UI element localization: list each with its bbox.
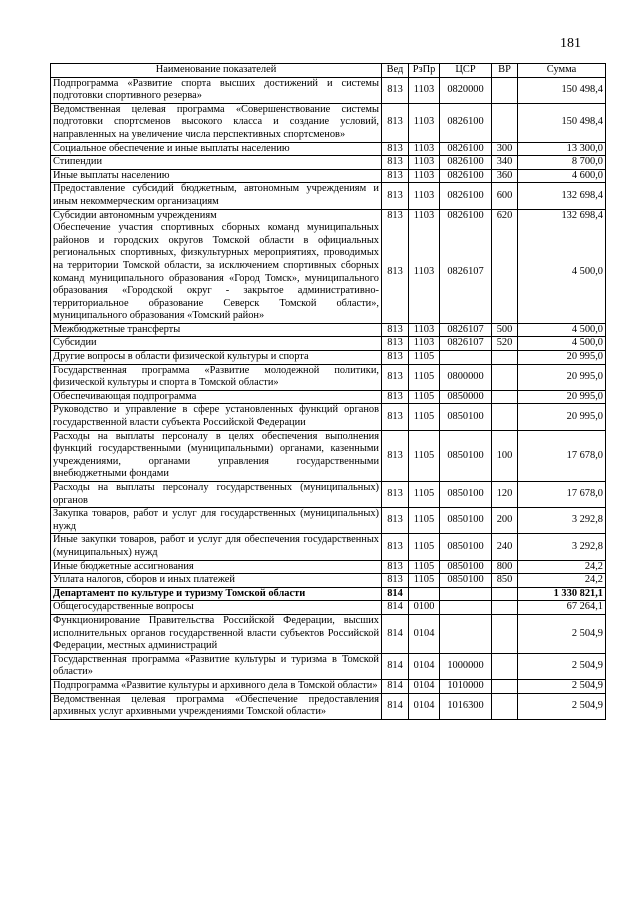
cell-rzpr: 1105 xyxy=(409,482,440,508)
table-row xyxy=(51,390,606,404)
table-row xyxy=(51,587,606,601)
cell-vr: 200 xyxy=(492,508,518,534)
cell-vr: 500 xyxy=(492,323,518,337)
cell-name: Межбюджетные трансферты xyxy=(51,323,382,337)
cell-rzpr: 1103 xyxy=(409,337,440,351)
cell-name: Субсидии xyxy=(51,337,382,351)
cell-name: Обеспечивающая подпрограмма xyxy=(51,390,382,404)
table-row xyxy=(51,482,606,508)
header-vr: ВР xyxy=(492,64,518,78)
cell-sum: 20 995,0 xyxy=(518,351,606,365)
cell-ved: 813 xyxy=(382,103,409,142)
cell-rzpr: 1103 xyxy=(409,183,440,209)
cell-rzpr: 1103 xyxy=(409,323,440,337)
cell-name: Расходы на выплаты персоналу в целях обеспечения выполнения функций государственными (муниципальными) органами, казенными учреждениями, органами управления государственными внебюджетными фондами xyxy=(51,430,382,481)
cell-ved: 813 xyxy=(382,534,409,560)
cell-csr: 0826100 xyxy=(440,156,492,170)
cell-ved: 813 xyxy=(382,209,409,222)
table-row xyxy=(51,614,606,653)
cell-name: Ведомственная целевая программа «Совершенствование системы подготовки спортсменов высокого класса и создание условий, направленных на увеличение числа перспективных спортсменов» xyxy=(51,103,382,142)
table-row xyxy=(51,222,606,323)
cell-ved: 813 xyxy=(382,351,409,365)
table-row xyxy=(51,103,606,142)
cell-csr: 0850100 xyxy=(440,574,492,588)
cell-sum: 2 504,9 xyxy=(518,653,606,679)
cell-name: Иные бюджетные ассигнования xyxy=(51,560,382,574)
table-row xyxy=(51,364,606,390)
cell-ved: 814 xyxy=(382,587,409,601)
table-row xyxy=(51,156,606,170)
header-ved: Вед xyxy=(382,64,409,78)
cell-rzpr: 0100 xyxy=(409,601,440,615)
cell-ved: 813 xyxy=(382,222,409,323)
cell-vr: 800 xyxy=(492,560,518,574)
cell-ved: 813 xyxy=(382,482,409,508)
table-row xyxy=(51,337,606,351)
cell-ved: 814 xyxy=(382,653,409,679)
cell-ved: 813 xyxy=(382,560,409,574)
cell-sum: 132 698,4 xyxy=(518,209,606,222)
cell-vr xyxy=(492,693,518,719)
table-row xyxy=(51,574,606,588)
cell-name: Стипендии xyxy=(51,156,382,170)
cell-vr xyxy=(492,77,518,103)
cell-csr: 1016300 xyxy=(440,693,492,719)
cell-sum: 8 700,0 xyxy=(518,156,606,170)
cell-vr: 240 xyxy=(492,534,518,560)
cell-rzpr: 0104 xyxy=(409,693,440,719)
cell-ved: 814 xyxy=(382,614,409,653)
table-row xyxy=(51,679,606,693)
cell-rzpr xyxy=(409,587,440,601)
cell-name: Департамент по культуре и туризму Томской области xyxy=(51,587,382,601)
table-row xyxy=(51,183,606,209)
cell-csr: 0826100 xyxy=(440,103,492,142)
cell-ved: 813 xyxy=(382,390,409,404)
cell-ved: 813 xyxy=(382,337,409,351)
cell-ved: 813 xyxy=(382,323,409,337)
cell-name: Другие вопросы в области физической культуры и спорта xyxy=(51,351,382,365)
cell-sum: 4 500,0 xyxy=(518,337,606,351)
cell-name: Подпрограмма «Развитие спорта высших достижений и системы подготовки спортивного резерва» xyxy=(51,77,382,103)
table-row xyxy=(51,430,606,481)
cell-vr: 360 xyxy=(492,169,518,183)
cell-sum: 13 300,0 xyxy=(518,142,606,156)
cell-csr: 0826100 xyxy=(440,169,492,183)
cell-csr: 0850100 xyxy=(440,430,492,481)
cell-rzpr: 1105 xyxy=(409,508,440,534)
cell-rzpr: 1103 xyxy=(409,222,440,323)
cell-vr: 100 xyxy=(492,430,518,481)
cell-rzpr: 1105 xyxy=(409,430,440,481)
cell-name: Закупка товаров, работ и услуг для государственных (муниципальных) нужд xyxy=(51,508,382,534)
header-sum: Сумма xyxy=(518,64,606,78)
cell-rzpr: 0104 xyxy=(409,614,440,653)
cell-csr: 0826107 xyxy=(440,323,492,337)
cell-ved: 813 xyxy=(382,183,409,209)
cell-ved: 813 xyxy=(382,142,409,156)
cell-vr xyxy=(492,103,518,142)
cell-csr: 0826100 xyxy=(440,142,492,156)
table-row xyxy=(51,653,606,679)
cell-rzpr: 1105 xyxy=(409,560,440,574)
cell-csr xyxy=(440,351,492,365)
cell-vr: 600 xyxy=(492,183,518,209)
cell-ved: 813 xyxy=(382,430,409,481)
cell-sum: 20 995,0 xyxy=(518,390,606,404)
cell-name: Государственная программа «Развитие культуры и туризма в Томской области» xyxy=(51,653,382,679)
cell-rzpr: 1105 xyxy=(409,404,440,430)
cell-vr xyxy=(492,222,518,323)
cell-name: Обеспечение участия спортивных сборных команд муниципальных районов и городских округов Томской области в официальных региональных спортивных, физкультурных мероприятиях, проводимых на территории Томской области, за исключением спортивных сборных команд муниципального образования «Город Томск», муниципального образования «Городской округ - закрытое административно-территориальное образование Северск Томской области», муниципального образования «Томский район» xyxy=(51,222,382,323)
table-row xyxy=(51,601,606,615)
cell-sum: 2 504,9 xyxy=(518,614,606,653)
cell-rzpr: 1103 xyxy=(409,169,440,183)
cell-csr: 0850100 xyxy=(440,482,492,508)
cell-sum: 1 330 821,1 xyxy=(518,587,606,601)
table-row xyxy=(51,534,606,560)
cell-vr: 300 xyxy=(492,142,518,156)
cell-vr xyxy=(492,390,518,404)
cell-name: Социальное обеспечение и иные выплаты населению xyxy=(51,142,382,156)
cell-ved: 813 xyxy=(382,169,409,183)
table-row xyxy=(51,77,606,103)
cell-vr xyxy=(492,653,518,679)
cell-rzpr: 1105 xyxy=(409,534,440,560)
cell-ved: 813 xyxy=(382,404,409,430)
cell-rzpr: 0104 xyxy=(409,679,440,693)
cell-sum: 20 995,0 xyxy=(518,404,606,430)
cell-ved: 813 xyxy=(382,364,409,390)
cell-rzpr: 0104 xyxy=(409,653,440,679)
header-name: Наименование показателей xyxy=(51,64,382,78)
cell-csr: 0800000 xyxy=(440,364,492,390)
cell-vr xyxy=(492,364,518,390)
cell-vr: 120 xyxy=(492,482,518,508)
cell-name: Руководство и управление в сфере установленных функций органов государственной власти субъекта Российской Федерации xyxy=(51,404,382,430)
cell-name: Государственная программа «Развитие молодежной политики, физической культуры и спорта в Томской области» xyxy=(51,364,382,390)
cell-csr: 0826100 xyxy=(440,183,492,209)
cell-csr: 1000000 xyxy=(440,653,492,679)
cell-vr: 620 xyxy=(492,209,518,222)
cell-ved: 813 xyxy=(382,77,409,103)
cell-ved: 813 xyxy=(382,574,409,588)
cell-csr: 0850100 xyxy=(440,404,492,430)
cell-vr xyxy=(492,404,518,430)
cell-sum: 4 500,0 xyxy=(518,222,606,323)
cell-csr: 1010000 xyxy=(440,679,492,693)
cell-sum: 150 498,4 xyxy=(518,77,606,103)
cell-vr xyxy=(492,614,518,653)
cell-name: Уплата налогов, сборов и иных платежей xyxy=(51,574,382,588)
cell-csr xyxy=(440,614,492,653)
cell-rzpr: 1105 xyxy=(409,574,440,588)
cell-vr: 340 xyxy=(492,156,518,170)
table-row xyxy=(51,323,606,337)
cell-vr xyxy=(492,587,518,601)
cell-sum: 132 698,4 xyxy=(518,183,606,209)
cell-vr: 850 xyxy=(492,574,518,588)
cell-sum: 67 264,1 xyxy=(518,601,606,615)
cell-vr: 520 xyxy=(492,337,518,351)
cell-csr: 0850000 xyxy=(440,390,492,404)
cell-name: Иные закупки товаров, работ и услуг для обеспечения государственных (муниципальных) нужд xyxy=(51,534,382,560)
table-row xyxy=(51,169,606,183)
cell-name: Подпрограмма «Развитие культуры и архивного дела в Томской области» xyxy=(51,679,382,693)
cell-csr xyxy=(440,587,492,601)
cell-sum: 150 498,4 xyxy=(518,103,606,142)
cell-sum: 4 600,0 xyxy=(518,169,606,183)
cell-rzpr: 1103 xyxy=(409,209,440,222)
table-row xyxy=(51,209,606,222)
cell-vr xyxy=(492,351,518,365)
cell-name: Функционирование Правительства Российской Федерации, высших исполнительных органов государственной власти субъектов Российской Федерации, местных администраций xyxy=(51,614,382,653)
cell-rzpr: 1103 xyxy=(409,77,440,103)
table-row xyxy=(51,560,606,574)
cell-name: Расходы на выплаты персоналу государственных (муниципальных) органов xyxy=(51,482,382,508)
cell-sum: 2 504,9 xyxy=(518,679,606,693)
header-rzpr: РзПр xyxy=(409,64,440,78)
cell-sum: 17 678,0 xyxy=(518,482,606,508)
cell-csr: 0850100 xyxy=(440,534,492,560)
page-number: 181 xyxy=(560,36,581,51)
table-row xyxy=(51,508,606,534)
table-row xyxy=(51,693,606,719)
cell-sum: 4 500,0 xyxy=(518,323,606,337)
cell-name: Общегосударственные вопросы xyxy=(51,601,382,615)
cell-rzpr: 1103 xyxy=(409,142,440,156)
cell-ved: 813 xyxy=(382,508,409,534)
header-csr: ЦСР xyxy=(440,64,492,78)
cell-rzpr: 1105 xyxy=(409,351,440,365)
cell-vr xyxy=(492,679,518,693)
cell-name: Субсидии автономным учреждениям xyxy=(51,209,382,222)
cell-csr: 0850100 xyxy=(440,560,492,574)
table-row xyxy=(51,351,606,365)
cell-sum: 2 504,9 xyxy=(518,693,606,719)
cell-rzpr: 1105 xyxy=(409,390,440,404)
cell-sum: 17 678,0 xyxy=(518,430,606,481)
cell-csr: 0826107 xyxy=(440,337,492,351)
cell-csr: 0850100 xyxy=(440,508,492,534)
cell-sum: 24,2 xyxy=(518,574,606,588)
cell-name: Ведомственная целевая программа «Обеспечение предоставления архивных услуг архивными учреждениями Томской области» xyxy=(51,693,382,719)
cell-ved: 814 xyxy=(382,601,409,615)
cell-rzpr: 1105 xyxy=(409,364,440,390)
cell-sum: 3 292,8 xyxy=(518,534,606,560)
cell-sum: 24,2 xyxy=(518,560,606,574)
cell-csr: 0826100 xyxy=(440,209,492,222)
cell-csr: 0820000 xyxy=(440,77,492,103)
cell-sum: 3 292,8 xyxy=(518,508,606,534)
cell-name: Предоставление субсидий бюджетным, автономным учреждениям и иным некоммерческим организациям xyxy=(51,183,382,209)
cell-ved: 814 xyxy=(382,679,409,693)
cell-sum: 20 995,0 xyxy=(518,364,606,390)
cell-csr: 0826107 xyxy=(440,222,492,323)
table-row xyxy=(51,142,606,156)
cell-ved: 813 xyxy=(382,156,409,170)
cell-rzpr: 1103 xyxy=(409,156,440,170)
cell-name: Иные выплаты населению xyxy=(51,169,382,183)
cell-ved: 814 xyxy=(382,693,409,719)
cell-rzpr: 1103 xyxy=(409,103,440,142)
cell-vr xyxy=(492,601,518,615)
table-row xyxy=(51,404,606,430)
table-header-row xyxy=(51,64,606,78)
cell-csr xyxy=(440,601,492,615)
budget-table xyxy=(50,63,606,720)
